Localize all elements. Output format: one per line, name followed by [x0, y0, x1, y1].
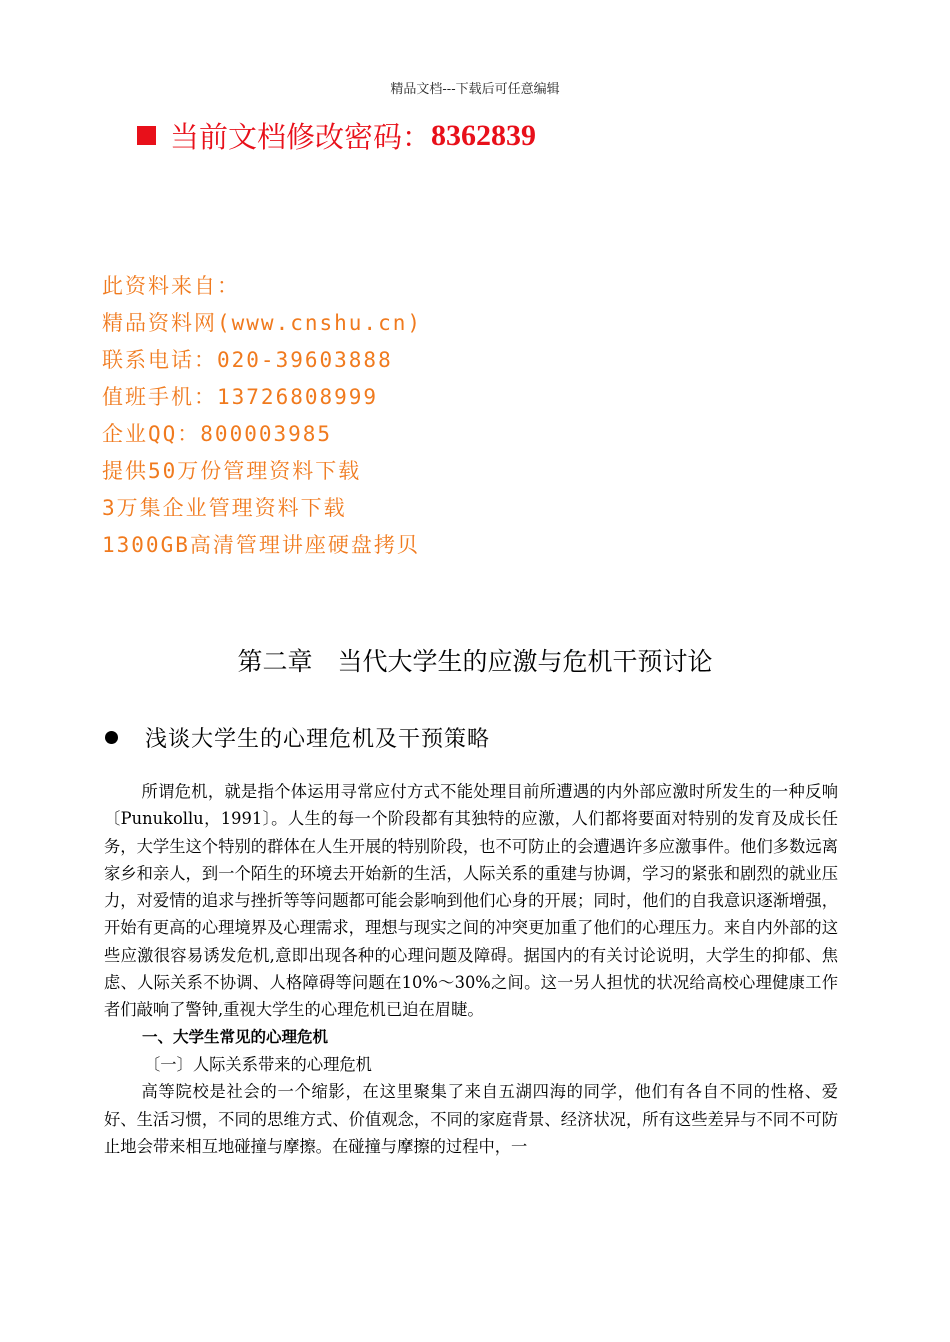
subheading: 一、大学生常见的心理危机	[142, 1027, 329, 1046]
source-info-block	[102, 268, 422, 564]
subheading: 〔一〕人际关系带来的心理危机	[144, 1054, 372, 1074]
paragraph: 所谓危机，就是指个体运用寻常应付方式不能处理目前所遭遇的内外部应激时所发生的一种反响〔Punukollu，1991〕。人生的每一个阶段都有其独特的应激，人们都将要面对特别的发育及成长任务，大学生这个特别的群体在人生开展的特别阶段，也不可防止的会遭遇许多应激事件。他们多数远离家乡和亲人，到一个陌生的环境去开始新的生活，人际关系的重建与协调，学习的紧张和剧烈的就业压力，对爱情的追求与挫折等等问题都可能会影响到他们心身的开展；同时，他们的自我意识逐渐增强，开始有更高的心理境界及心理需求，理想与现实之间的冲突更加重了他们的心理压力。来自内外部的这些应激很容易诱发危机,意即出现各种的心理问题及障碍。据国内的有关讨论说明，大学生的抑郁、焦虑、人际关系不协调、人格障碍等问题在10%～30%之间。这一另人担忧的状况给高校心理健康工作者们敲响了警钟,重视大学生的心理危机已迫在眉睫。	[104, 782, 838, 1020]
password-notice	[137, 115, 536, 156]
red-square-icon	[137, 126, 156, 145]
source-line: 3万集企业管理资料下载	[102, 496, 347, 520]
source-line: 值班手机：13726808999	[102, 385, 379, 409]
source-line: 1300GB高清管理讲座硬盘拷贝	[102, 533, 420, 557]
section-heading-text: 浅谈大学生的心理危机及干预策略	[145, 727, 491, 752]
source-line: 精品资料网(www.cnshu.cn)	[102, 311, 423, 335]
chapter-title: 第二章 当代大学生的应激与危机干预讨论	[237, 647, 713, 676]
source-line: 企业QQ：800003985	[102, 422, 333, 446]
password-label: 当前文档修改密码：	[170, 120, 432, 154]
section-heading	[105, 722, 490, 753]
source-line: 提供50万份管理资料下载	[102, 459, 362, 483]
page-header: 精品文档---下载后可任意编辑	[390, 82, 560, 97]
password-code: 8362839	[431, 118, 537, 152]
bullet-icon	[105, 731, 118, 744]
source-line: 此资料来自：	[102, 274, 240, 298]
document-body	[104, 778, 838, 1160]
source-line: 联系电话：020-39603888	[102, 348, 393, 372]
paragraph: 高等院校是社会的一个缩影，在这里聚集了来自五湖四海的同学，他们有各自不同的性格、爱好、生活习惯，不同的思维方式、价值观念，不同的家庭背景、经济状况，所有这些差异与不同不可防止地会带来相互地碰撞与摩擦。在碰撞与摩擦的过程中，一	[104, 1082, 838, 1156]
